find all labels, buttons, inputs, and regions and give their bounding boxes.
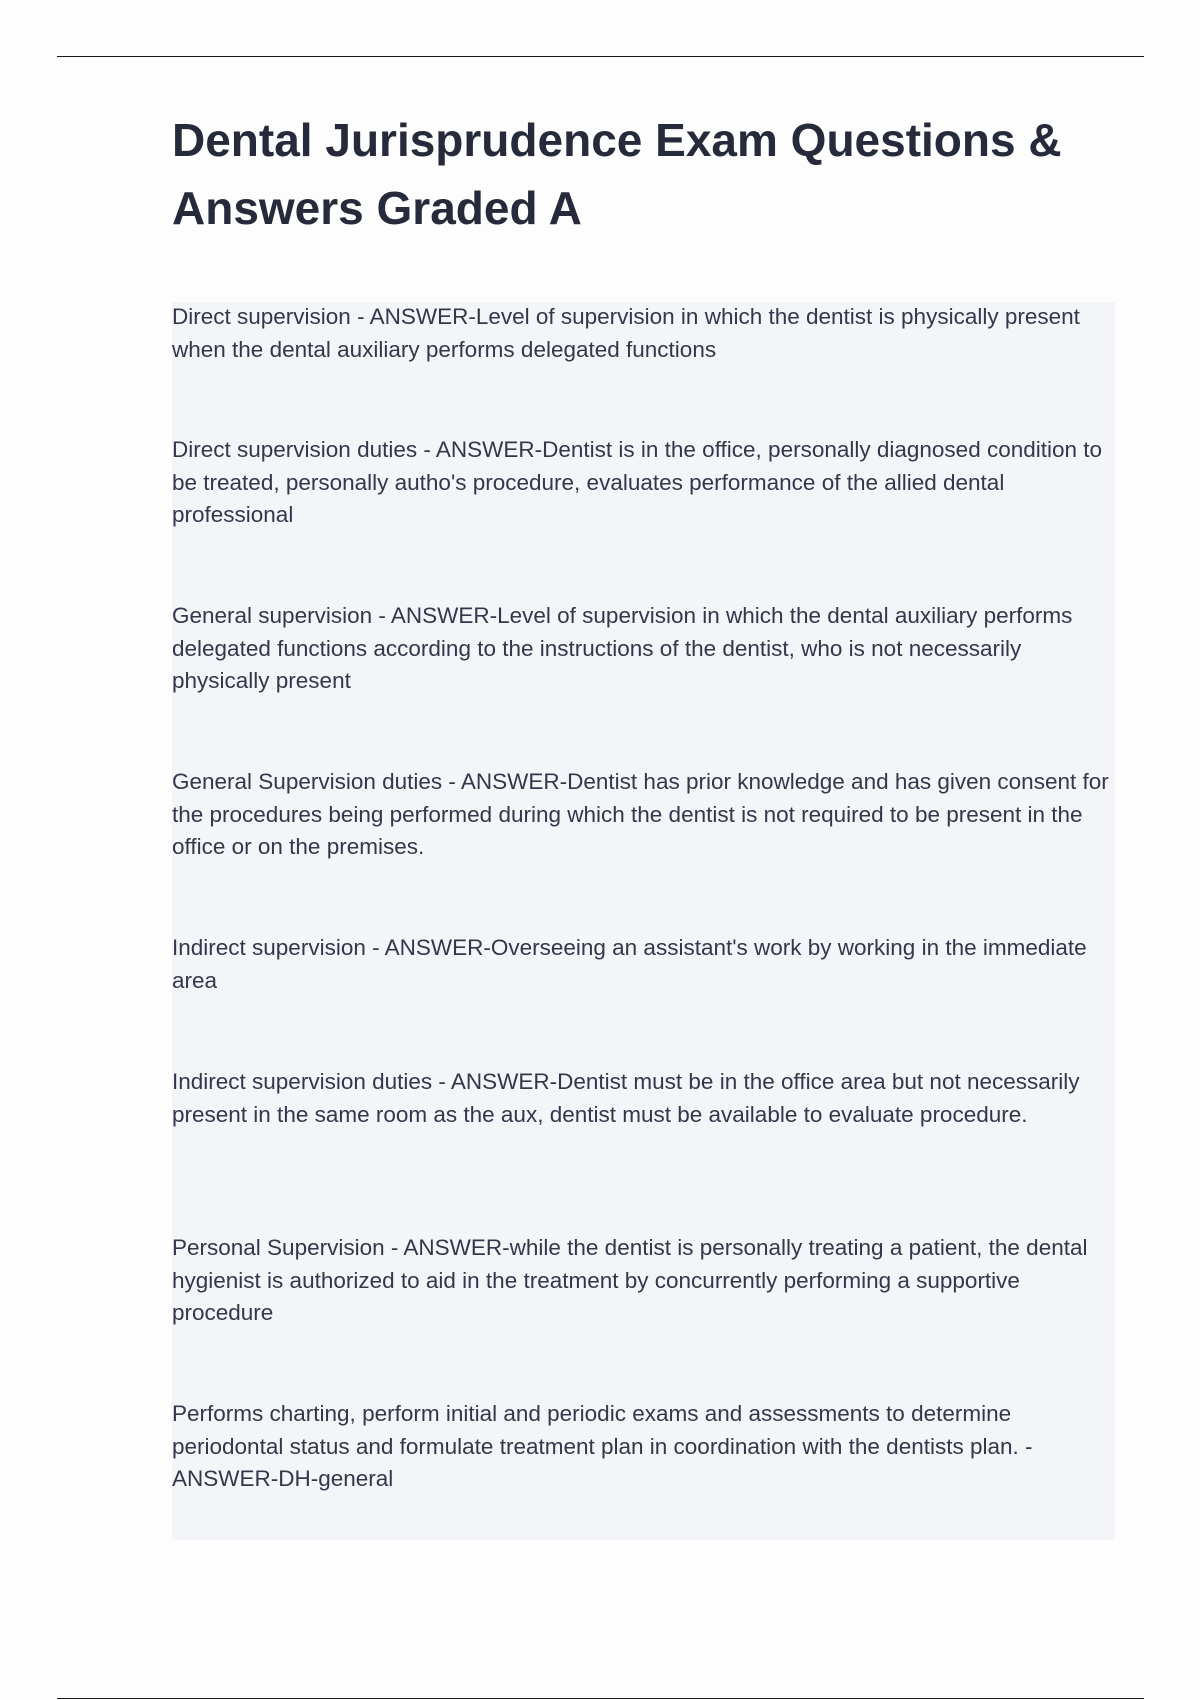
- top-divider: [57, 56, 1144, 57]
- qa-item: Indirect supervision duties - ANSWER-Dentist must be in the office area but not necessarily present in the same room as the aux, dentist must be available to evaluate procedure.: [172, 1069, 1080, 1127]
- qa-item: Direct supervision duties - ANSWER-Dentist is in the office, personally diagnosed condition to be treated, personally autho's procedure, evaluates performance of the allied dental professional: [172, 437, 1103, 527]
- qa-item: General Supervision duties - ANSWER-Dentist has prior knowledge and has given consent for the procedures being performed during which the dentist is not required to be present in the office or on the premises.: [172, 769, 1109, 859]
- document-title: Dental Jurisprudence Exam Questions & Answers Graded A: [172, 114, 1062, 234]
- qa-item: Performs charting, perform initial and periodic exams and assessments to determine periodontal status and formulate treatment plan in coordination with the dentists plan. - ANSWER-DH-general: [172, 1401, 1033, 1491]
- bottom-divider: [57, 1698, 1144, 1699]
- qa-item: Direct supervision - ANSWER-Level of supervision in which the dentist is physically present when the dental auxiliary performs delegated functions: [172, 304, 1080, 362]
- qa-item: Indirect supervision - ANSWER-Overseeing an assistant's work by working in the immediate area: [172, 935, 1087, 993]
- qa-item: Personal Supervision - ANSWER-while the dentist is personally treating a patient, the dental hygienist is authorized to aid in the treatment by concurrently performing a supportive procedure: [172, 1235, 1088, 1325]
- qa-item: General supervision - ANSWER-Level of supervision in which the dental auxiliary performs delegated functions according to the instructions of the dentist, who is not necessarily physically present: [172, 603, 1073, 693]
